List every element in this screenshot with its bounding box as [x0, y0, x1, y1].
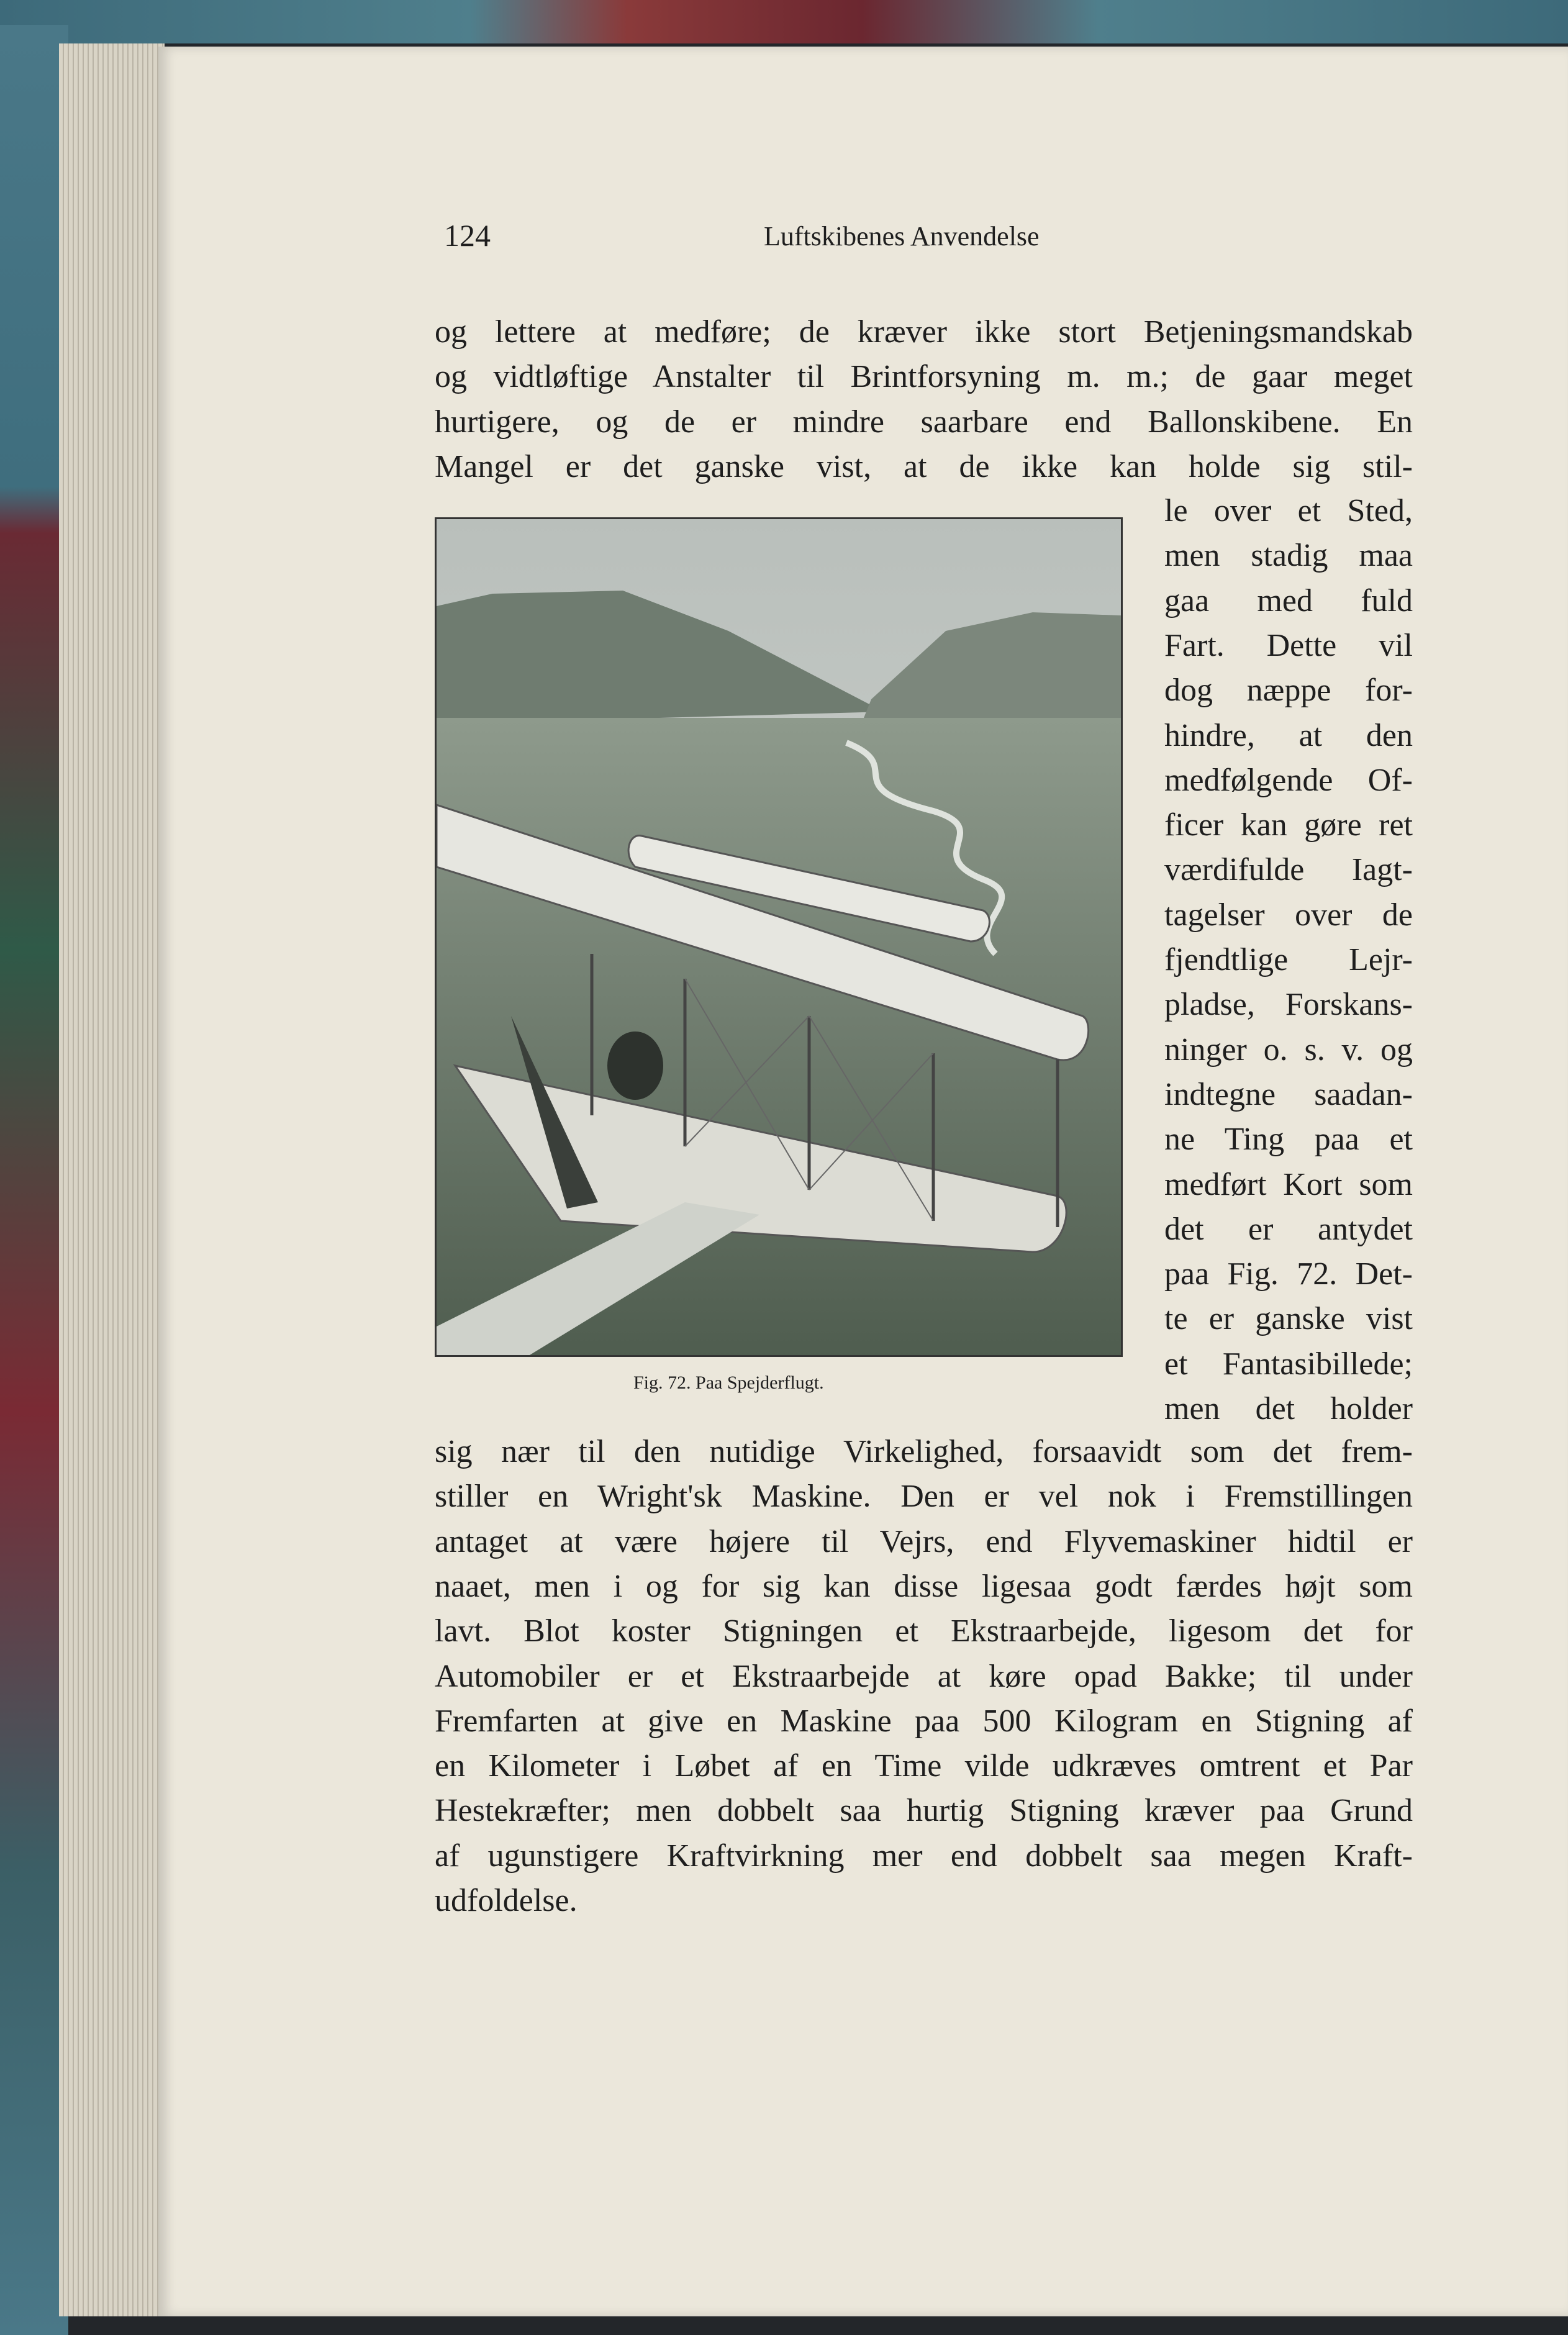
text-line: pladse, Forskans-: [1164, 987, 1413, 1023]
text-line: Fart. Dette vil: [1164, 627, 1413, 663]
text-line: ne Ting paa et: [1164, 1122, 1413, 1158]
page-edges: [59, 43, 165, 2316]
figure-caption: Fig. 72. Paa Spejderflugt.: [633, 1372, 824, 1393]
text-line: en Kilometer i Løbet af en Time vilde udkræves omtrent et Par: [435, 1748, 1413, 1784]
text-line: medfølgende Of-: [1164, 762, 1413, 798]
text-line: naaet, men i og for sig kan disse ligesaa godt færdes højt som: [435, 1568, 1413, 1604]
figure-illustration: [435, 517, 1123, 1357]
text-line: fjendtlige Lejr-: [1164, 942, 1413, 977]
text-line: ficer kan gøre ret: [1164, 807, 1413, 843]
book-cover-spine: [0, 25, 68, 2335]
book-cover-top: [0, 0, 1568, 43]
text-line: indtegne saadan-: [1164, 1076, 1413, 1112]
text-line: ninger o. s. v. og: [1164, 1031, 1413, 1068]
text-line: men stadig maa: [1164, 538, 1413, 574]
running-title: Luftskibenes Anvendelse: [764, 221, 1040, 252]
text-line: Mangel er det ganske vist, at de ikke kan holde sig stil-: [435, 448, 1413, 484]
text-line: Hestekræfter; men dobbelt saa hurtig Stigning kræver paa Grund: [435, 1793, 1413, 1829]
text-line: udfoldelse.: [435, 1883, 578, 1918]
text-line: lavt. Blot koster Stigningen et Ekstraarbejde, ligesom det for: [435, 1613, 1413, 1649]
text-line: et Fantasibillede;: [1164, 1346, 1413, 1382]
text-line: antaget at være højere til Vejrs, end Flyvemaskiner hidtil er: [435, 1523, 1413, 1559]
text-line: hurtigere, og de er mindre saarbare end Ballonskibene. En: [435, 404, 1413, 440]
text-line: te er ganske vist: [1164, 1301, 1413, 1337]
text-line: og lettere at medføre; de kræver ikke stort Betjeningsmandskab: [435, 314, 1413, 350]
text-line: medført Kort som: [1164, 1166, 1413, 1202]
text-line: paa Fig. 72. Det-: [1164, 1256, 1413, 1292]
text-line: gaa med fuld: [1164, 583, 1413, 619]
text-line: værdifulde Iagt-: [1164, 852, 1413, 888]
text-line: stiller en Wright'sk Maskine. Den er vel nok i Fremstillingen: [435, 1479, 1413, 1515]
text-line: sig nær til den nutidige Virkelighed, forsaavidt som det frem-: [435, 1434, 1413, 1469]
text-line: dog næppe for-: [1164, 673, 1413, 709]
text-line: Fremfarten at give en Maskine paa 500 Kilogram en Stigning af: [435, 1703, 1413, 1739]
text-line: tagelser over de: [1164, 897, 1413, 933]
text-line: det er antydet: [1164, 1211, 1413, 1247]
text-line: le over et Sted,: [1164, 493, 1413, 528]
biplane-over-valley-image: [437, 519, 1121, 1355]
text-line: hindre, at den: [1164, 717, 1413, 753]
text-line: Automobiler er et Ekstraarbejde at køre opad Bakke; til under: [435, 1658, 1413, 1694]
page-number: 124: [444, 218, 491, 253]
text-line: men det holder: [1164, 1391, 1413, 1426]
text-line: og vidtløftige Anstalter til Brintforsyning m. m.; de gaar meget: [435, 359, 1413, 395]
text-line: af ugunstigere Kraftvirkning mer end dobbelt saa megen Kraft-: [435, 1838, 1413, 1874]
